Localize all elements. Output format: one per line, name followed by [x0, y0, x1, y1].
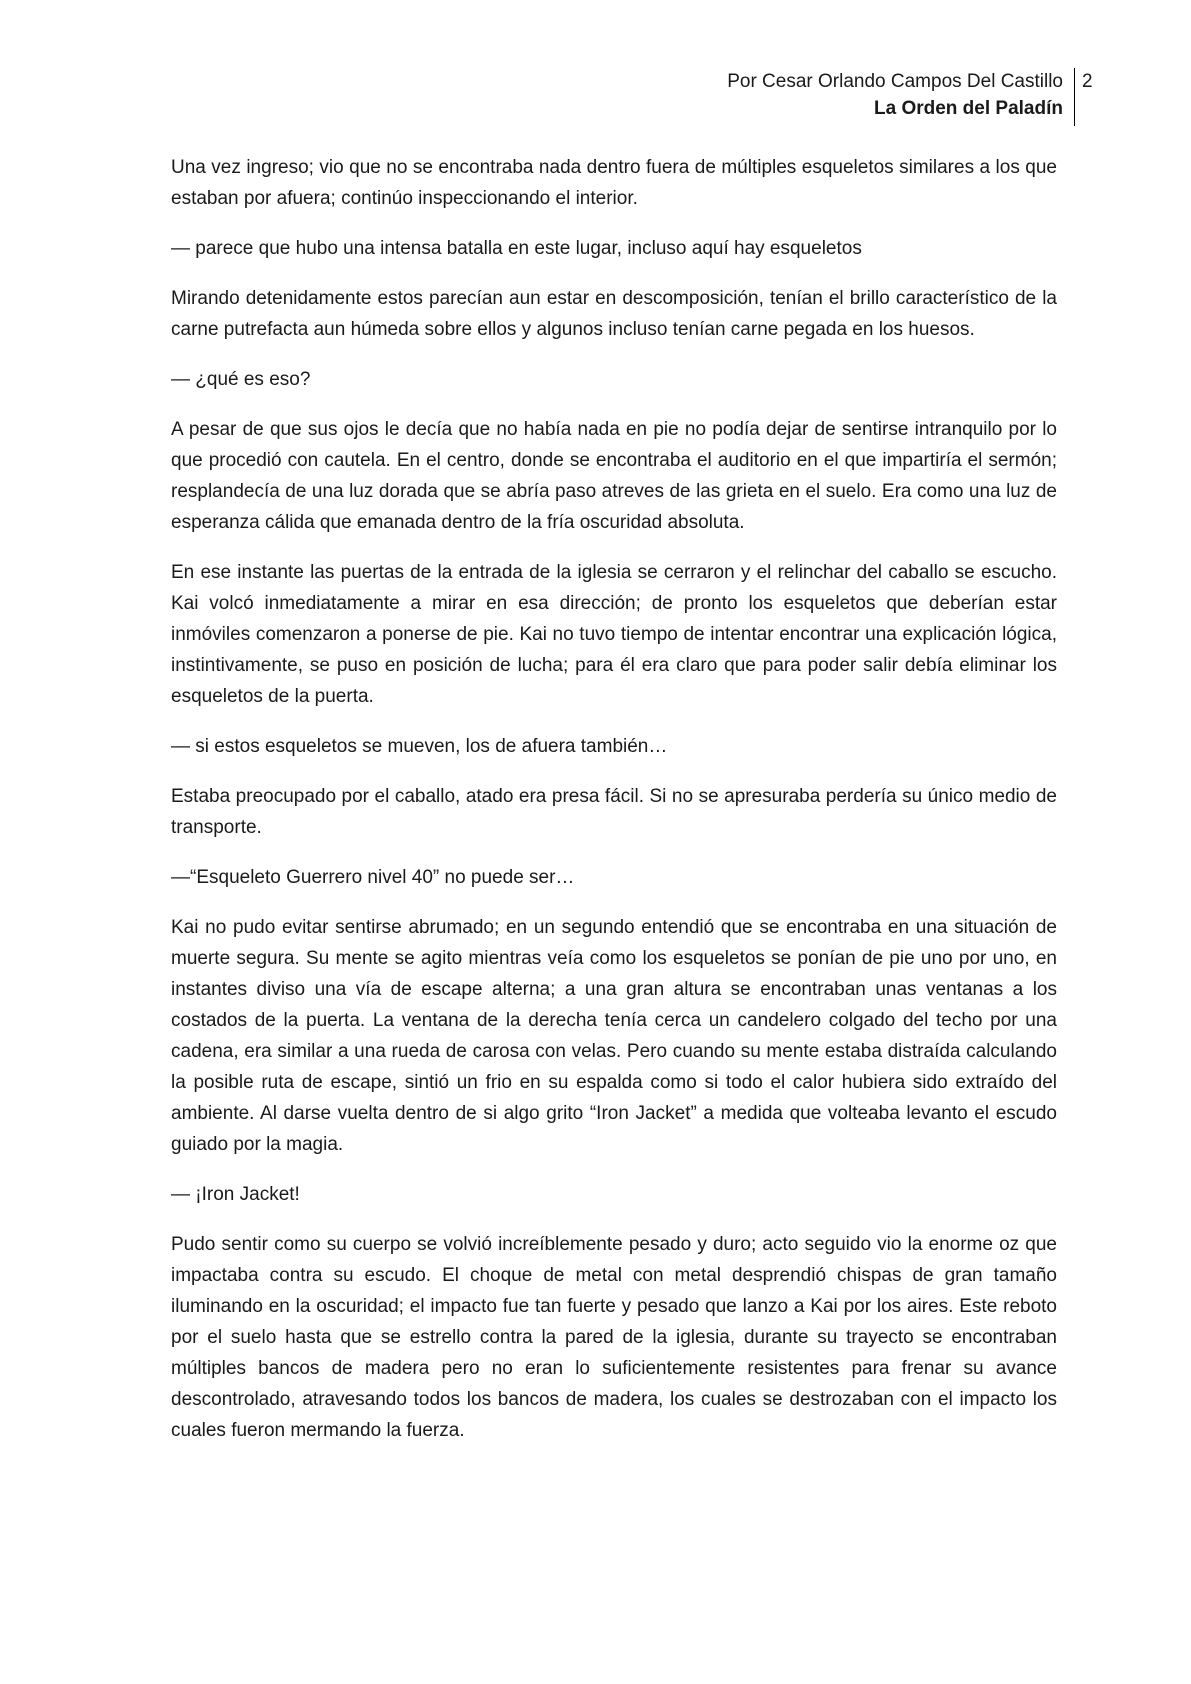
header-divider [1074, 68, 1075, 126]
page-number: 2 [1082, 71, 1093, 92]
paragraph: Estaba preocupado por el caballo, atado era presa fácil. Si no se apresuraba perdería su único medio de transporte. [171, 786, 1057, 838]
paragraph: — parece que hubo una intensa batalla en este lugar, incluso aquí hay esqueletos [171, 238, 862, 259]
paragraph: En ese instante las puertas de la entrada de la iglesia se cerraron y el relinchar del caballo se escucho. Kai volcó inmediatamente a mirar en esa dirección; de pronto los esqueletos que deberían estar inmóviles comenzaron a ponerse de pie. Kai no tuvo tiempo de intentar encontrar una explicación lógica, instintivamente, se puso en posición de lucha; para él era claro que para poder salir debía eliminar los esqueletos de la puerta. [171, 562, 1057, 707]
paragraph: A pesar de que sus ojos le decía que no había nada en pie no podía dejar de sentirse intranquilo por lo que procedió con cautela. En el centro, donde se encontraba el auditorio en el que impartiría el sermón; resplandecía de una luz dorada que se abría paso atreves de las grieta en el suelo. Era como una luz de esperanza cálida que emanada dentro de la fría oscuridad absoluta. [171, 419, 1057, 533]
paragraph: Kai no pudo evitar sentirse abrumado; en un segundo entendió que se encontraba en una situación de muerte segura. Su mente se agito mientras veía como los esqueletos se ponían de pie uno por uno, en instantes diviso una vía de escape alterna; a una gran altura se encontraban unas ventanas a los costados de la puerta. La ventana de la derecha tenía cerca un candelero colgado del techo por una cadena, era similar a una rueda de carosa con velas. Pero cuando su mente estaba distraída calculando la posible ruta de escape, sintió un frio en su espalda como si todo el calor hubiera sido extraído del ambiente. Al darse vuelta dentro de si algo grito “Iron Jacket” a medida que volteaba levanto el escudo guiado por la magia. [171, 917, 1057, 1155]
paragraph: —“Esqueleto Guerrero nivel 40” no puede ser… [171, 867, 575, 888]
author-line: Por Cesar Orlando Campos Del Castillo [727, 71, 1063, 92]
page-header [727, 68, 1075, 122]
paragraph: — ¿qué es eso? [171, 369, 311, 390]
paragraph: — si estos esqueletos se mueven, los de afuera también… [171, 736, 668, 757]
book-title: La Orden del Paladín [874, 98, 1063, 119]
paragraph: Pudo sentir como su cuerpo se volvió increíblemente pesado y duro; acto seguido vio la enorme oz que impactaba contra su escudo. El choque de metal con metal desprendió chispas de gran tamaño iluminando en la oscuridad; el impacto fue tan fuerte y pesado que lanzo a Kai por los aires. Este reboto por el suelo hasta que se estrello contra la pared de la iglesia, durante su trayecto se encontraban múltiples bancos de madera pero no eran lo suficientemente resistentes para frenar su avance descontrolado, atravesando todos los bancos de madera, los cuales se destrozaban con el impacto los cuales fueron mermando la fuerza. [171, 1234, 1057, 1441]
document-body [171, 152, 1057, 1465]
paragraph: Mirando detenidamente estos parecían aun estar en descomposición, tenían el brillo característico de la carne putrefacta aun húmeda sobre ellos y algunos incluso tenían carne pegada en los huesos. [171, 288, 1057, 340]
header-text [727, 68, 1075, 122]
paragraph: Una vez ingreso; vio que no se encontraba nada dentro fuera de múltiples esqueletos similares a los que estaban por afuera; continúo inspeccionando el interior. [171, 157, 1057, 209]
paragraph: — ¡Iron Jacket! [171, 1184, 300, 1205]
